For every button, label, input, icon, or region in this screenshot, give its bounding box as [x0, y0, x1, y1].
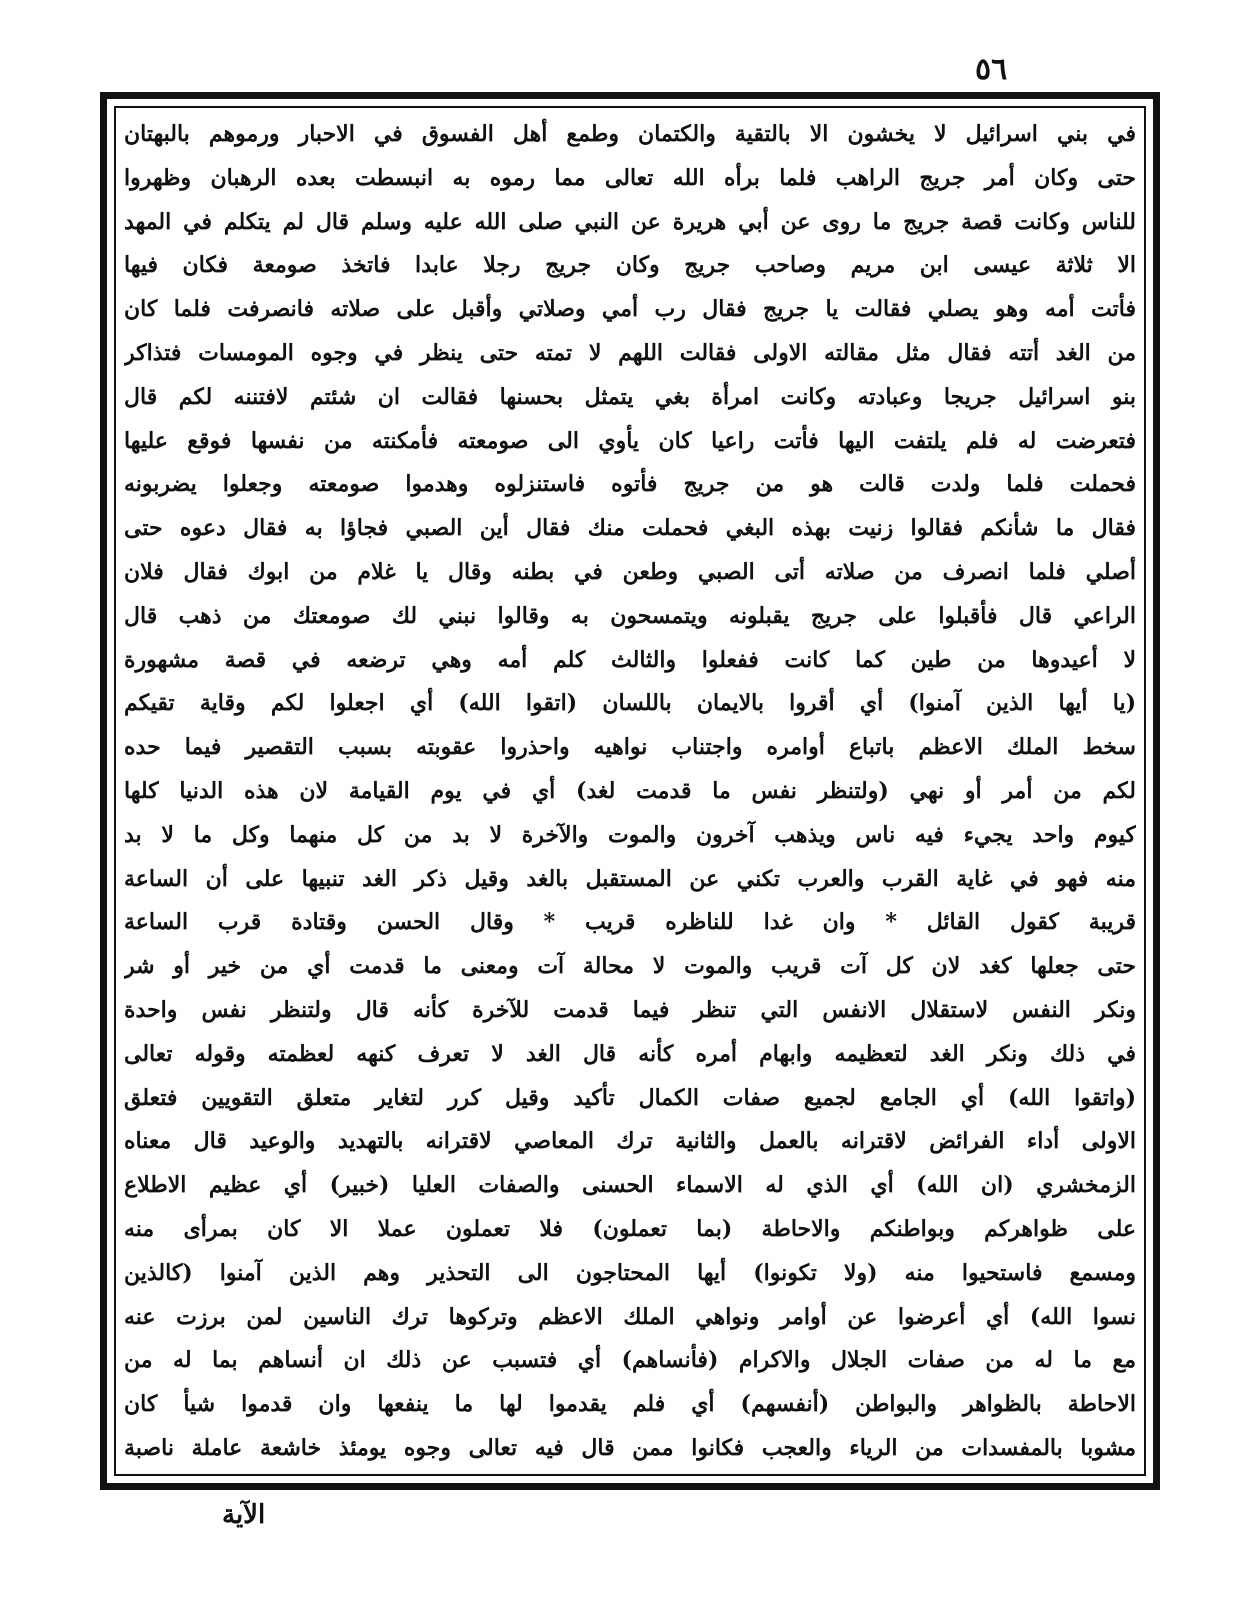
text-line-12: الراعي قال فأقبلوا على جريج يقبلونه ويتمسحون به وقالوا نبني لك صومعتك من ذهب قال — [124, 602, 1136, 629]
text-line-29: مع ما له من صفات الجلال والاكرام (فأنساهم) أي فتسبب عن ذلك ان أنساهم بما له من — [124, 1347, 1136, 1374]
text-line-7: بنو اسرائيل جريجا وعبادته وكانت امرأة بغي يتمثل بحسنها فقالت ان شئتم لافتننه لكم قال — [124, 383, 1136, 410]
text-line-24: الاولى أداء الفرائض لاقترانه بالعمل والثانية ترك المعاصي لاقترانه بالتهديد والوعيد قال معناه — [124, 1128, 1136, 1155]
text-line-18: منه فهو في غاية القرب والعرب تكني عن المستقبل بالغد وقيل ذكر الغد تنبيها على أن الساعة — [124, 865, 1136, 892]
text-line-17: كيوم واحد يجيء فيه ناس ويذهب آخرون والموت والآخرة لا بد من كل منهما وكل ما لا بد — [124, 821, 1136, 848]
body-text — [124, 116, 1136, 1466]
text-line-22: في ذلك ونكر الغد لتعظيمه وابهام أمره كأنه قال الغد لا تعرف كنهه لعظمته وقوله تعالى — [124, 1040, 1136, 1067]
text-line-11: أصلي فلما انصرف من صلاته أتى الصبي وطعن في بطنه وقال يا غلام من ابوك فقال فلان — [124, 558, 1136, 585]
text-line-14: (يا أيها الذين آمنوا) أي أقروا بالايمان باللسان (اتقوا الله) أي اجعلوا لكم وقاية تقيكم — [124, 690, 1136, 717]
text-line-4: الا ثلاثة عيسى ابن مريم وصاحب جريج وكان جريج رجلا عابدا فاتخذ صومعة فكان فيها — [124, 252, 1136, 279]
page-number: ٥٦ — [975, 52, 1008, 87]
text-line-19: قريبة كقول القائل * وان غدا للناظره قريب * وقال الحسن وقتادة قرب الساعة — [124, 909, 1136, 936]
text-line-23: (واتقوا الله) أي الجامع لجميع صفات الكمال تأكيد وقيل كرر لتغاير متعلق التقويين فتعلق — [124, 1084, 1136, 1111]
text-line-20: حتى جعلها كغد لان كل آت قريب والموت لا محالة آت ومعنى ما قدمت أي من خير أو شر — [124, 953, 1136, 980]
text-line-2: حتى وكان أمر جريج الراهب فلما برأه الله تعالى مما رموه به انبسطت بعده الرهبان وظهروا — [124, 164, 1136, 191]
text-line-27: ومسمع فاستحيوا منه (ولا تكونوا) أيها المحتاجون الى التحذير وهم الذين آمنوا (كالذين — [124, 1259, 1136, 1286]
text-line-3: للناس وكانت قصة جريج ما روى عن أبي هريرة عن النبي صلى الله عليه وسلم قال لم يتكلم في المهد — [124, 208, 1136, 235]
text-line-5: فأتت أمه وهو يصلي فقالت يا جريج فقال رب أمي وصلاتي وأقبل على صلاته فانصرفت فلما كان — [124, 296, 1136, 323]
text-line-1: في بني اسرائيل لا يخشون الا بالتقية والكتمان وطمع أهل الفسوق في الاحبار ورموهم بالبهتان — [124, 121, 1136, 147]
text-line-15: سخط الملك الاعظم باتباع أوامره واجتناب نواهيه واحذروا عقوبته بسبب التقصير فيما حده — [124, 734, 1136, 761]
text-line-10: فقال ما شأنكم فقالوا زنيت بهذه البغي فحملت منك فقال أين الصبي فجاؤا به فقال دعوه حتى — [124, 515, 1136, 542]
text-line-8: فتعرضت له فلم يلتفت اليها فأتت راعيا كان يأوي الى صومعته فأمكنته من نفسها فوقع عليها — [124, 427, 1136, 454]
text-line-9: فحملت فلما ولدت قالت هو من جريج فأتوه فاستنزلوه وهدموا صومعته وجعلوا يضربونه — [124, 471, 1136, 498]
catchword: الآية — [222, 1500, 266, 1530]
text-line-21: ونكر النفس لاستقلال الانفس التي تنظر فيما قدمت للآخرة كأنه قال ولتنظر نفس واحدة — [124, 996, 1136, 1023]
text-line-28: نسوا الله) أي أعرضوا عن أوامر ونواهي الملك الاعظم وتركوها ترك الناسين لمن برزت عنه — [124, 1303, 1136, 1330]
text-line-16: لكم من أمر أو نهي (ولتنظر نفس ما قدمت لغد) أي في يوم القيامة لان هذه الدنيا كلها — [124, 777, 1136, 804]
text-line-30: الاحاطة بالظواهر والبواطن (أنفسهم) أي فلم يقدموا لها ما ينفعها وان قدموا شيأ كان — [124, 1391, 1136, 1418]
text-line-13: لا أعيدوها من طين كما كانت ففعلوا والثالث كلم أمه وهي ترضعه في قصة مشهورة — [124, 646, 1136, 673]
text-line-26: على ظواهركم وبواطنكم والاحاطة (بما تعملون) فلا تعملون عملا الا كان بمرأى منه — [124, 1215, 1136, 1242]
text-line-6: من الغد أتته فقال مثل مقالته الاولى فقالت اللهم لا تمته حتى ينظر في وجوه المومسات فتذاكر — [124, 339, 1136, 366]
text-line-25: الزمخشري (ان الله) أي الذي له الاسماء الحسنى والصفات العليا (خبير) أي عظيم الاطلاع — [124, 1172, 1136, 1199]
text-line-31: مشوبا بالمفسدات من الرياء والعجب فكانوا ممن قال فيه تعالى وجوه يومئذ خاشعة عاملة ناصبة — [124, 1434, 1136, 1461]
